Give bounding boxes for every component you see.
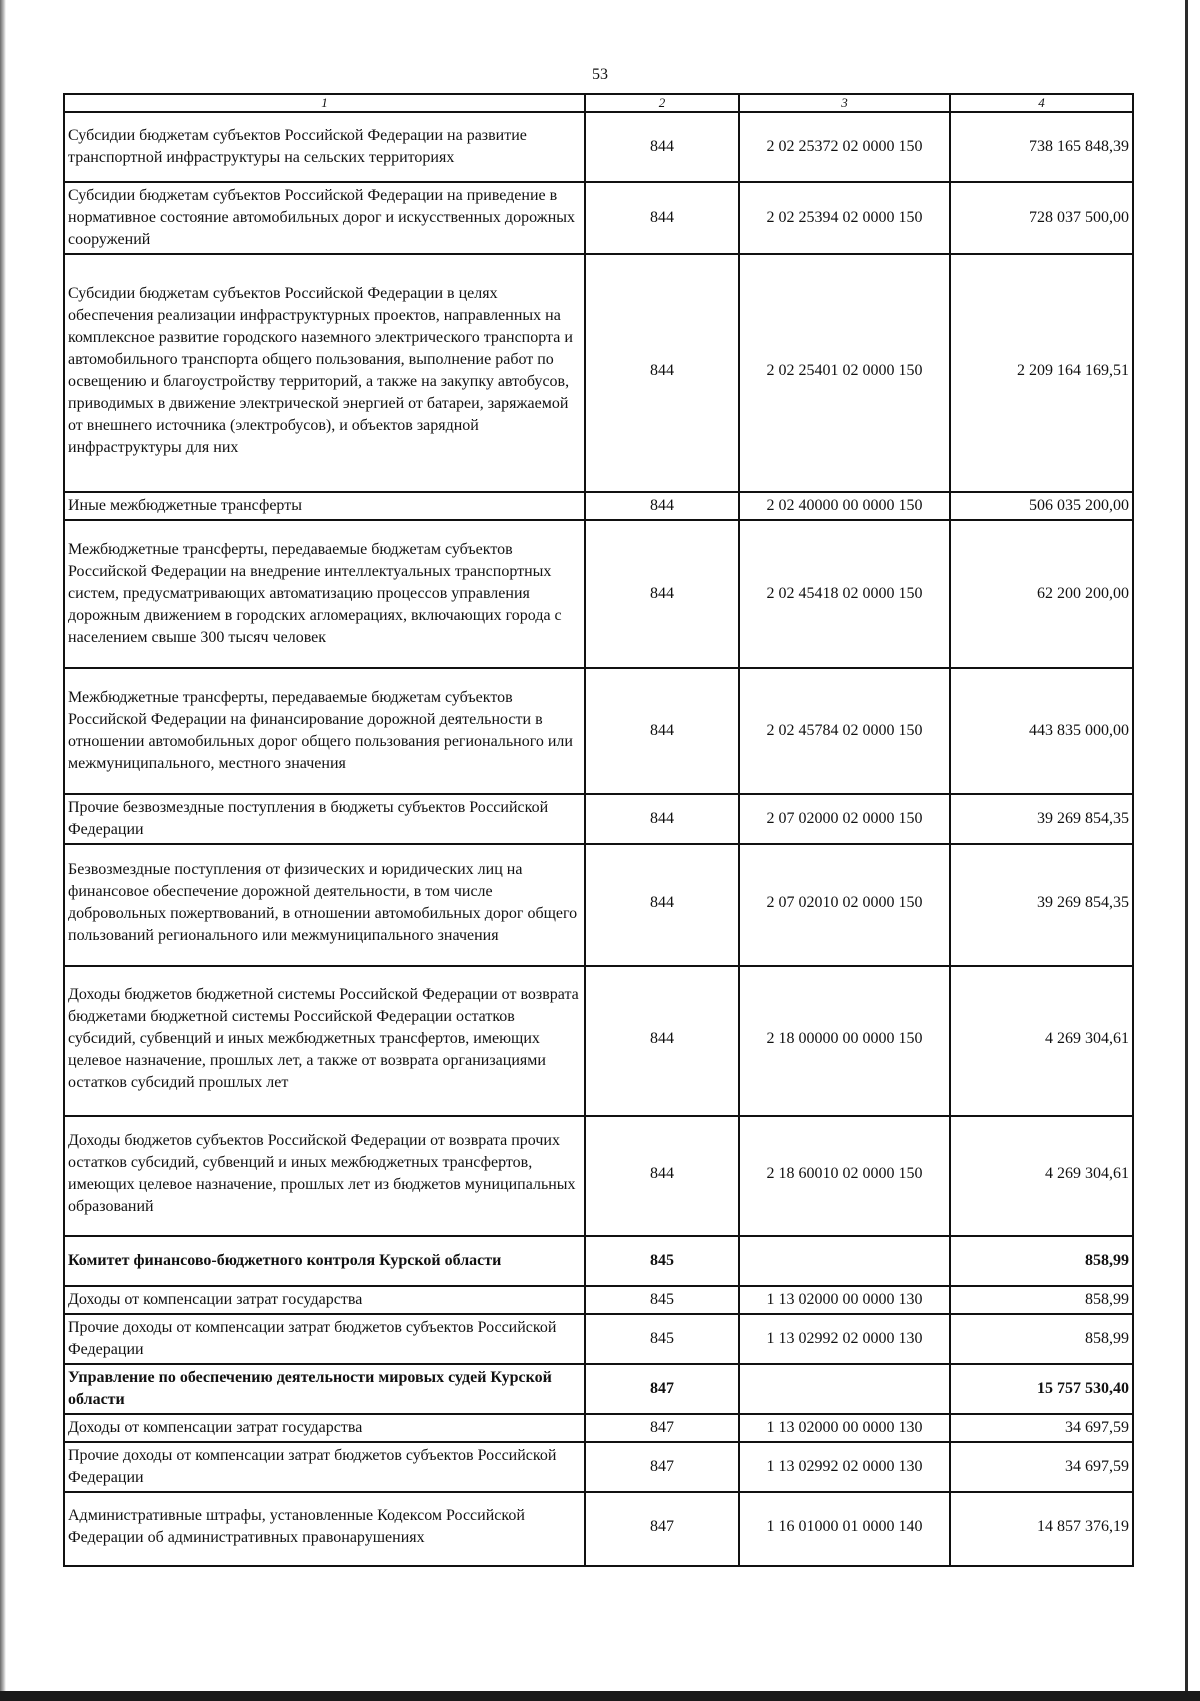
row-name: Административные штрафы, установленные Кодексом Российской Федерации об административных правонарушениях [64,1492,585,1566]
row-amount: 39 269 854,35 [950,794,1133,844]
table-row [64,182,1133,254]
row-budget-code: 2 02 25372 02 0000 150 [739,112,950,182]
scan-edge-left [0,0,6,1701]
scan-edge-right [1185,0,1188,1701]
row-amount: 2 209 164 169,51 [950,254,1133,492]
row-admin-code: 844 [585,966,739,1116]
row-amount: 728 037 500,00 [950,182,1133,254]
row-amount: 858,99 [950,1286,1133,1314]
row-amount: 506 035 200,00 [950,492,1133,520]
column-header-name: 1 [64,94,585,112]
row-budget-code: 2 18 60010 02 0000 150 [739,1116,950,1236]
table-row [64,520,1133,668]
row-budget-code: 2 02 25401 02 0000 150 [739,254,950,492]
row-amount: 443 835 000,00 [950,668,1133,794]
section-title: Комитет финансово-бюджетного контроля Курской области [64,1236,585,1286]
table-row [64,844,1133,966]
row-admin-code: 847 [585,1414,739,1442]
row-name: Межбюджетные трансферты, передаваемые бюджетам субъектов Российской Федерации на внедрение интеллектуальных транспортных систем, предусматривающих автоматизацию процессов управления дорожным движением в городских агломерациях, включающих города с населением свыше 300 тысяч человек [64,520,585,668]
column-header-admin: 2 [585,94,739,112]
row-budget-code: 2 02 40000 00 0000 150 [739,492,950,520]
row-amount: 4 269 304,61 [950,1116,1133,1236]
table-row [64,1442,1133,1492]
row-budget-code: 1 16 01000 01 0000 140 [739,1492,950,1566]
row-admin-code: 845 [585,1314,739,1364]
section-title: Управление по обеспечению деятельности мировых судей Курской области [64,1364,585,1414]
row-amount: 738 165 848,39 [950,112,1133,182]
row-name: Субсидии бюджетам субъектов Российской Федерации на развитие транспортной инфраструктуры на сельских территориях [64,112,585,182]
row-name: Доходы от компенсации затрат государства [64,1286,585,1314]
row-admin-code: 844 [585,844,739,966]
table-row [64,112,1133,182]
row-admin-code: 844 [585,254,739,492]
row-amount: 39 269 854,35 [950,844,1133,966]
column-number-row [64,94,1133,112]
table-row [64,794,1133,844]
page-number: 53 [592,66,608,83]
row-name: Доходы бюджетов бюджетной системы Российской Федерации от возврата бюджетами бюджетной системы Российской Федерации остатков субсидий, субвенций и иных межбюджетных трансфертов, имеющих целевое назначение, прошлых лет, а также от возврата организациями остатков субсидий прошлых лет [64,966,585,1116]
row-admin-code: 844 [585,182,739,254]
row-admin-code: 844 [585,492,739,520]
scan-edge-bottom [0,1691,1200,1701]
table-row [64,1414,1133,1442]
table-row [64,1286,1133,1314]
table-row [64,254,1133,492]
row-budget-code: 1 13 02000 00 0000 130 [739,1286,950,1314]
row-admin-code: 847 [585,1442,739,1492]
table-row [64,1314,1133,1364]
table-row [64,668,1133,794]
row-admin-code: 845 [585,1236,739,1286]
row-name: Прочие доходы от компенсации затрат бюджетов субъектов Российской Федерации [64,1314,585,1364]
table-row [64,1116,1133,1236]
table-row [64,966,1133,1116]
row-budget-code: 1 13 02992 02 0000 130 [739,1314,950,1364]
row-name: Иные межбюджетные трансферты [64,492,585,520]
table-row [64,1492,1133,1566]
row-admin-code: 847 [585,1364,739,1414]
row-admin-code: 844 [585,668,739,794]
row-admin-code: 844 [585,1116,739,1236]
row-amount: 34 697,59 [950,1442,1133,1492]
row-name: Безвозмездные поступления от физических и юридических лиц на финансовое обеспечение дорожной деятельности, в том числе добровольных пожертвований, в отношении автомобильных дорог общего пользований регионального или межмуниципального значения [64,844,585,966]
row-name: Доходы бюджетов субъектов Российской Федерации от возврата прочих остатков субсидий, субвенций и иных межбюджетных трансфертов, имеющих целевое назначение, прошлых лет из бюджетов муниципальных образований [64,1116,585,1236]
row-admin-code: 847 [585,1492,739,1566]
row-amount: 62 200 200,00 [950,520,1133,668]
row-name: Межбюджетные трансферты, передаваемые бюджетам субъектов Российской Федерации на финансирование дорожной деятельности в отношении автомобильных дорог общего пользования регионального или межмуниципального, местного значения [64,668,585,794]
row-budget-code: 1 13 02000 00 0000 130 [739,1414,950,1442]
table-row [64,492,1133,520]
row-amount: 4 269 304,61 [950,966,1133,1116]
row-amount: 34 697,59 [950,1414,1133,1442]
section-total: 15 757 530,40 [950,1364,1133,1414]
row-admin-code: 845 [585,1286,739,1314]
row-admin-code: 844 [585,112,739,182]
row-amount: 14 857 376,19 [950,1492,1133,1566]
row-name: Доходы от компенсации затрат государства [64,1414,585,1442]
row-budget-code: 2 18 00000 00 0000 150 [739,966,950,1116]
row-budget-code: 2 02 45784 02 0000 150 [739,668,950,794]
row-budget-code: 2 02 45418 02 0000 150 [739,520,950,668]
row-name: Субсидии бюджетам субъектов Российской Федерации на приведение в нормативное состояние автомобильных дорог и искусственных дорожных сооружений [64,182,585,254]
column-header-code: 3 [739,94,950,112]
table-row-section [64,1236,1133,1286]
row-name: Прочие безвозмездные поступления в бюджеты субъектов Российской Федерации [64,794,585,844]
column-header-amount: 4 [950,94,1133,112]
row-name: Субсидии бюджетам субъектов Российской Федерации в целях обеспечения реализации инфраструктурных проектов, направленных на комплексное развитие городского наземного электрического транспорта и автомобильного транспорта общего пользования, выполнение работ по освещению и благоустройству территорий, а также на закупку автобусов, приводимых в движение электрической энергией от батареи, заряжаемой от внешнего источника (электробусов), и объектов зарядной инфраструктуры для них [64,254,585,492]
row-budget-code: 2 02 25394 02 0000 150 [739,182,950,254]
row-admin-code: 844 [585,794,739,844]
row-budget-code: 2 07 02000 02 0000 150 [739,794,950,844]
row-budget-code [739,1364,950,1414]
revenue-table [63,93,1134,1567]
row-amount: 858,99 [950,1314,1133,1364]
row-budget-code [739,1236,950,1286]
row-name: Прочие доходы от компенсации затрат бюджетов субъектов Российской Федерации [64,1442,585,1492]
row-budget-code: 1 13 02992 02 0000 130 [739,1442,950,1492]
table-row-section [64,1364,1133,1414]
section-total: 858,99 [950,1236,1133,1286]
row-admin-code: 844 [585,520,739,668]
row-budget-code: 2 07 02010 02 0000 150 [739,844,950,966]
